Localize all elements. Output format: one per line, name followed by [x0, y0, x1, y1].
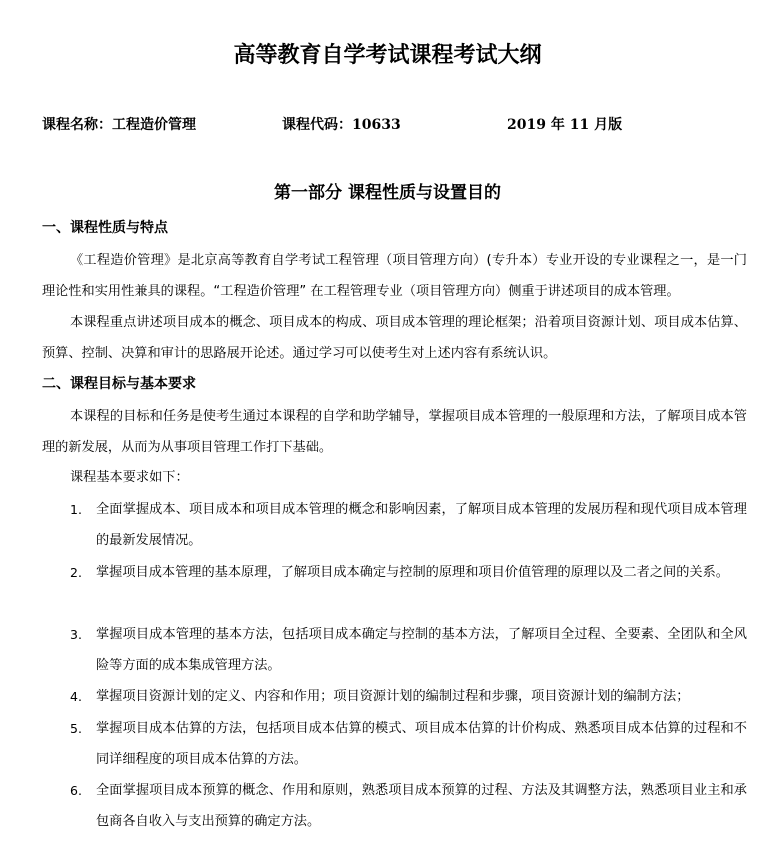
- part-title: 第一部分 课程性质与设置目的: [274, 183, 501, 203]
- list-item: [42, 557, 747, 588]
- item-number: 6.: [70, 783, 82, 798]
- list-item: [42, 681, 747, 712]
- item-text: 全面掌握项目成本预算的概念、作用和原则，熟悉项目成本预算的过程、方法及其调整方法，熟悉项目业主和承包商各自收入与支出预算的确定方法。: [96, 783, 747, 829]
- item-number: 5.: [70, 721, 82, 736]
- section-heading-2: 二、课程目标与基本要求: [42, 376, 196, 392]
- requirements-intro: 课程基本要求如下：: [70, 470, 189, 485]
- list-item: [42, 713, 747, 775]
- item-text: 全面掌握成本、项目成本和项目成本管理的概念和影响因素，了解项目成本管理的发展历程和现代项目成本管理的最新发展情况。: [96, 502, 747, 548]
- section-heading-1: 一、课程性质与特点: [42, 220, 168, 236]
- paragraph: 《工程造价管理》是北京高等教育自学考试工程管理（项目管理方向）(专升本）专业开设的专业课程之一，是一门理论性和实用性兼具的课程。“工程造价管理” 在工程管理专业（项目管理方向）侧重于讲述项目的成本管理。: [42, 253, 747, 299]
- item-number: 2.: [70, 565, 82, 580]
- course-name: 课程名称：工程造价管理: [42, 117, 196, 133]
- paragraph: 本课程重点讲述项目成本的概念、项目成本的构成、项目成本管理的理论框架；沿着项目资源计划、项目成本估算、预算、控制、决算和审计的思路展开论述。通过学习可以使考生对上述内容有系统认识。: [42, 315, 747, 361]
- list-item: [42, 775, 747, 837]
- item-text: 掌握项目成本管理的基本原理，了解项目成本确定与控制的原理和项目价值管理的原理以及二者之间的关系。: [96, 565, 729, 580]
- item-text: 掌握项目成本估算的方法，包括项目成本估算的模式、项目成本估算的计价构成、熟悉项目成本估算的过程和不同详细程度的项目成本估算的方法。: [96, 721, 747, 767]
- document-title: 高等教育自学考试课程考试大纲: [233, 42, 542, 68]
- item-number: 4.: [70, 689, 82, 704]
- list-item: [42, 619, 747, 681]
- item-number: 1.: [70, 502, 82, 517]
- list-item: [42, 494, 747, 556]
- course-code: 课程代码：10633: [282, 117, 401, 133]
- item-text: 掌握项目资源计划的定义、内容和作用；项目资源计划的编制过程和步骤，项目资源计划的编制方法；: [96, 689, 690, 704]
- item-text: 掌握项目成本管理的基本方法，包括项目成本确定与控制的基本方法，了解项目全过程、全要素、全团队和全风险等方面的成本集成管理方法。: [96, 627, 747, 673]
- edition: 2019 年 11 月版: [507, 117, 623, 133]
- paragraph: 本课程的目标和任务是使考生通过本课程的自学和助学辅导，掌握项目成本管理的一般原理和方法，了解项目成本管理的新发展，从而为从事项目管理工作打下基础。: [42, 409, 747, 455]
- item-number: 3.: [70, 627, 82, 642]
